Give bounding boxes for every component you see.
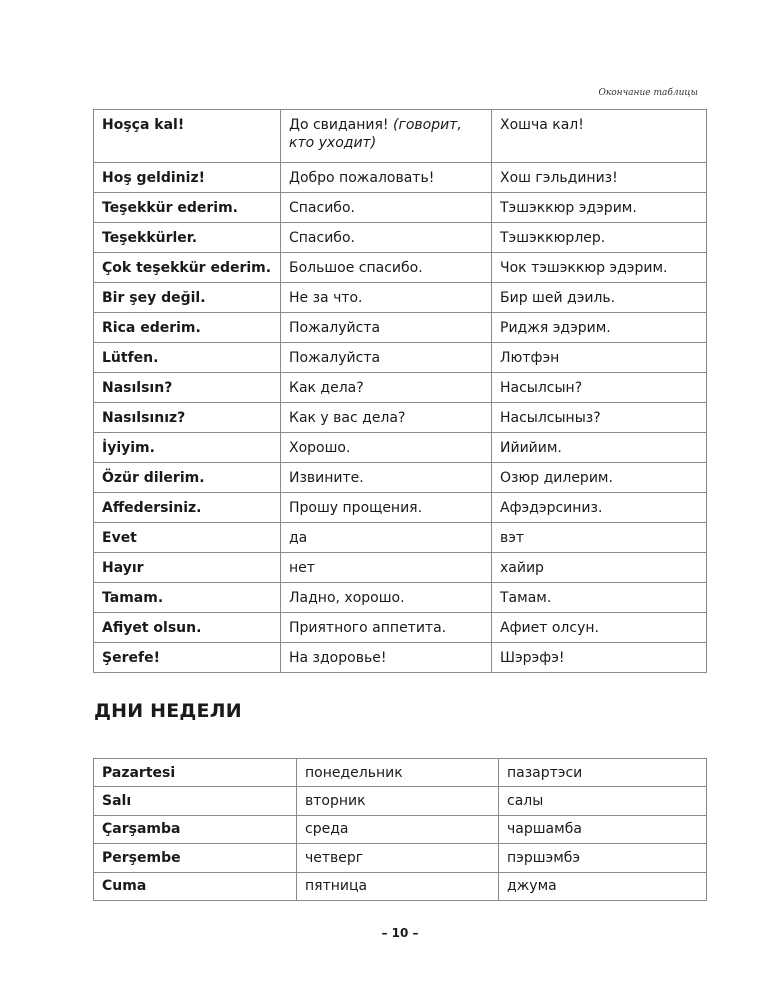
russian-cell — [281, 403, 492, 433]
turkish-cell — [94, 759, 297, 787]
pronunciation-cell — [499, 759, 707, 787]
turkish-cell — [94, 643, 281, 673]
cell-text: среда — [305, 821, 349, 838]
cell-text: Добро пожаловать! — [289, 169, 435, 186]
cell-text: Спасибо. — [289, 199, 355, 216]
table-row — [94, 433, 707, 463]
cell-text: Прошу прощения. — [289, 499, 423, 516]
cell-text: нет — [289, 559, 315, 576]
cell-text: Özür dilerim. — [102, 469, 205, 486]
table-row — [94, 583, 707, 613]
cell-text: Ладно, хорошо. — [289, 589, 405, 606]
russian-cell — [281, 643, 492, 673]
cell-text: Cuma — [102, 878, 147, 895]
russian-cell — [281, 463, 492, 493]
cell-note: (говорит, кто уходит) — [289, 117, 462, 151]
cell-text: Спасибо. — [289, 229, 355, 246]
cell-text: Как дела? — [289, 379, 364, 396]
turkish-cell — [94, 313, 281, 343]
table-row — [94, 553, 707, 583]
section-heading-days: ДНИ НЕДЕЛИ — [94, 700, 242, 722]
cell-text: Шэрэфэ! — [500, 649, 565, 666]
russian-cell — [281, 223, 492, 253]
pronunciation-cell — [492, 193, 707, 223]
cell-text: İyiyim. — [102, 439, 155, 456]
cell-text: Риджя эдэрим. — [500, 319, 611, 336]
turkish-cell — [94, 523, 281, 553]
cell-text: Çok teşekkür ederim. — [102, 259, 272, 276]
pronunciation-cell — [492, 223, 707, 253]
cell-text: Большое спасибо. — [289, 259, 423, 276]
days-table — [93, 758, 707, 901]
cell-text: четверг — [305, 849, 364, 866]
pronunciation-cell — [492, 110, 707, 163]
cell-text: Хош гэльдиниз! — [500, 169, 618, 186]
russian-cell — [281, 313, 492, 343]
turkish-cell — [94, 787, 297, 815]
cell-text: Perşembe — [102, 849, 181, 866]
table-row — [94, 463, 707, 493]
cell-text: хайир — [500, 559, 544, 576]
table-row — [94, 759, 707, 787]
cell-text: Evet — [102, 529, 137, 546]
russian-cell — [281, 433, 492, 463]
russian-cell — [281, 163, 492, 193]
table-row — [94, 643, 707, 673]
russian-cell — [281, 373, 492, 403]
table-row — [94, 403, 707, 433]
turkish-cell — [94, 223, 281, 253]
pronunciation-cell — [492, 553, 707, 583]
russian-cell — [281, 110, 492, 163]
cell-text: Афиет олсун. — [500, 619, 599, 636]
cell-text: Насылсын? — [500, 379, 583, 396]
phrases-table — [93, 109, 707, 673]
turkish-cell — [94, 463, 281, 493]
cell-text: Teşekkür ederim. — [102, 199, 239, 216]
cell-text: Не за что. — [289, 289, 363, 306]
turkish-cell — [94, 373, 281, 403]
table-row — [94, 493, 707, 523]
pronunciation-cell — [492, 163, 707, 193]
turkish-cell — [94, 872, 297, 900]
russian-cell — [281, 253, 492, 283]
russian-cell — [297, 844, 499, 872]
cell-text: Hoşça kal! — [102, 117, 185, 133]
turkish-cell — [94, 193, 281, 223]
table-row — [94, 223, 707, 253]
table-row — [94, 253, 707, 283]
cell-text: да — [289, 529, 308, 546]
cell-text: Хорошо. — [289, 439, 351, 456]
pronunciation-cell — [492, 343, 707, 373]
cell-text: Çarşamba — [102, 821, 181, 838]
pronunciation-cell — [492, 583, 707, 613]
table-row — [94, 283, 707, 313]
cell-text: Teşekkürler. — [102, 229, 198, 246]
turkish-cell — [94, 583, 281, 613]
table-row — [94, 872, 707, 900]
russian-cell — [281, 493, 492, 523]
turkish-cell — [94, 815, 297, 843]
russian-cell — [281, 523, 492, 553]
cell-text: Извините. — [289, 469, 364, 486]
cell-text: Пожалуйста — [289, 349, 381, 366]
table-row — [94, 523, 707, 553]
turkish-cell — [94, 493, 281, 523]
pronunciation-cell — [492, 253, 707, 283]
cell-text: вторник — [305, 793, 366, 810]
russian-cell — [281, 283, 492, 313]
cell-text: Как у вас дела? — [289, 409, 406, 426]
pronunciation-cell — [492, 493, 707, 523]
cell-text: Afiyet olsun. — [102, 619, 202, 636]
table-row — [94, 193, 707, 223]
cell-text: вэт — [500, 529, 525, 546]
pronunciation-cell — [499, 872, 707, 900]
pronunciation-cell — [499, 844, 707, 872]
pronunciation-cell — [492, 523, 707, 553]
cell-text: Tamam. — [102, 589, 164, 606]
russian-cell — [281, 613, 492, 643]
turkish-cell — [94, 613, 281, 643]
cell-text: Affedersiniz. — [102, 499, 202, 516]
pronunciation-cell — [492, 403, 707, 433]
turkish-cell — [94, 343, 281, 373]
cell-text: Şerefe! — [102, 649, 160, 666]
pronunciation-cell — [499, 787, 707, 815]
russian-cell — [297, 787, 499, 815]
turkish-cell — [94, 253, 281, 283]
table-row — [94, 613, 707, 643]
table-continuation-caption: Окончание таблицы — [598, 88, 698, 98]
russian-cell — [281, 343, 492, 373]
russian-cell — [281, 553, 492, 583]
russian-cell — [297, 759, 499, 787]
cell-text: На здоровье! — [289, 649, 387, 666]
cell-text: Лютфэн — [500, 349, 560, 366]
pronunciation-cell — [492, 613, 707, 643]
cell-text: Bir şey değil. — [102, 289, 206, 306]
turkish-cell — [94, 110, 281, 163]
pronunciation-cell — [499, 815, 707, 843]
turkish-cell — [94, 553, 281, 583]
pronunciation-cell — [492, 313, 707, 343]
turkish-cell — [94, 283, 281, 313]
turkish-cell — [94, 163, 281, 193]
pronunciation-cell — [492, 373, 707, 403]
cell-text: Тэшэккюр эдэрим. — [500, 199, 637, 216]
russian-cell — [297, 872, 499, 900]
turkish-cell — [94, 844, 297, 872]
cell-text: Озюр дилерим. — [500, 469, 613, 486]
cell-text: Pazartesi — [102, 764, 176, 781]
table-row — [94, 787, 707, 815]
cell-text: Насылсыныз? — [500, 409, 601, 426]
table-row — [94, 313, 707, 343]
cell-text: Хошча кал! — [500, 117, 584, 133]
russian-cell — [281, 193, 492, 223]
cell-text: Hoş geldiniz! — [102, 169, 205, 186]
turkish-cell — [94, 433, 281, 463]
table-row — [94, 815, 707, 843]
cell-text: пазартэси — [507, 764, 583, 781]
cell-text: Приятного аппетита. — [289, 619, 447, 636]
table-row — [94, 844, 707, 872]
pronunciation-cell — [492, 283, 707, 313]
turkish-cell — [94, 403, 281, 433]
pronunciation-cell — [492, 463, 707, 493]
cell-text: джума — [507, 878, 557, 895]
page-number: – 10 – — [381, 926, 419, 940]
cell-text: понедельник — [305, 764, 403, 781]
cell-text: Пожалуйста — [289, 319, 381, 336]
pronunciation-cell — [492, 433, 707, 463]
cell-text: пятница — [305, 878, 368, 895]
russian-cell — [281, 583, 492, 613]
cell-text: Афэдэрсиниз. — [500, 499, 603, 516]
table-row — [94, 373, 707, 403]
cell-text: Rica ederim. — [102, 319, 201, 336]
table-row — [94, 343, 707, 373]
table-row — [94, 110, 707, 163]
cell-text: Nasılsın? — [102, 379, 173, 396]
russian-cell — [297, 815, 499, 843]
cell-text: Nasılsınız? — [102, 409, 186, 426]
cell-text: Salı — [102, 793, 132, 810]
cell-text: Hayır — [102, 559, 144, 576]
cell-text: Бир шей дэиль. — [500, 289, 616, 306]
cell-text: Тамам. — [500, 589, 552, 606]
cell-text: Чок тэшэккюр эдэрим. — [500, 259, 668, 276]
cell-text: Lütfen. — [102, 349, 159, 366]
cell-text: салы — [507, 793, 544, 810]
cell-text: Ийийим. — [500, 439, 562, 456]
pronunciation-cell — [492, 643, 707, 673]
cell-text: Тэшэккюрлер. — [500, 229, 606, 246]
cell-text: чаршамба — [507, 821, 582, 838]
cell-text: пэршэмбэ — [507, 849, 581, 866]
cell-text: До свидания! — [289, 117, 393, 133]
table-row — [94, 163, 707, 193]
